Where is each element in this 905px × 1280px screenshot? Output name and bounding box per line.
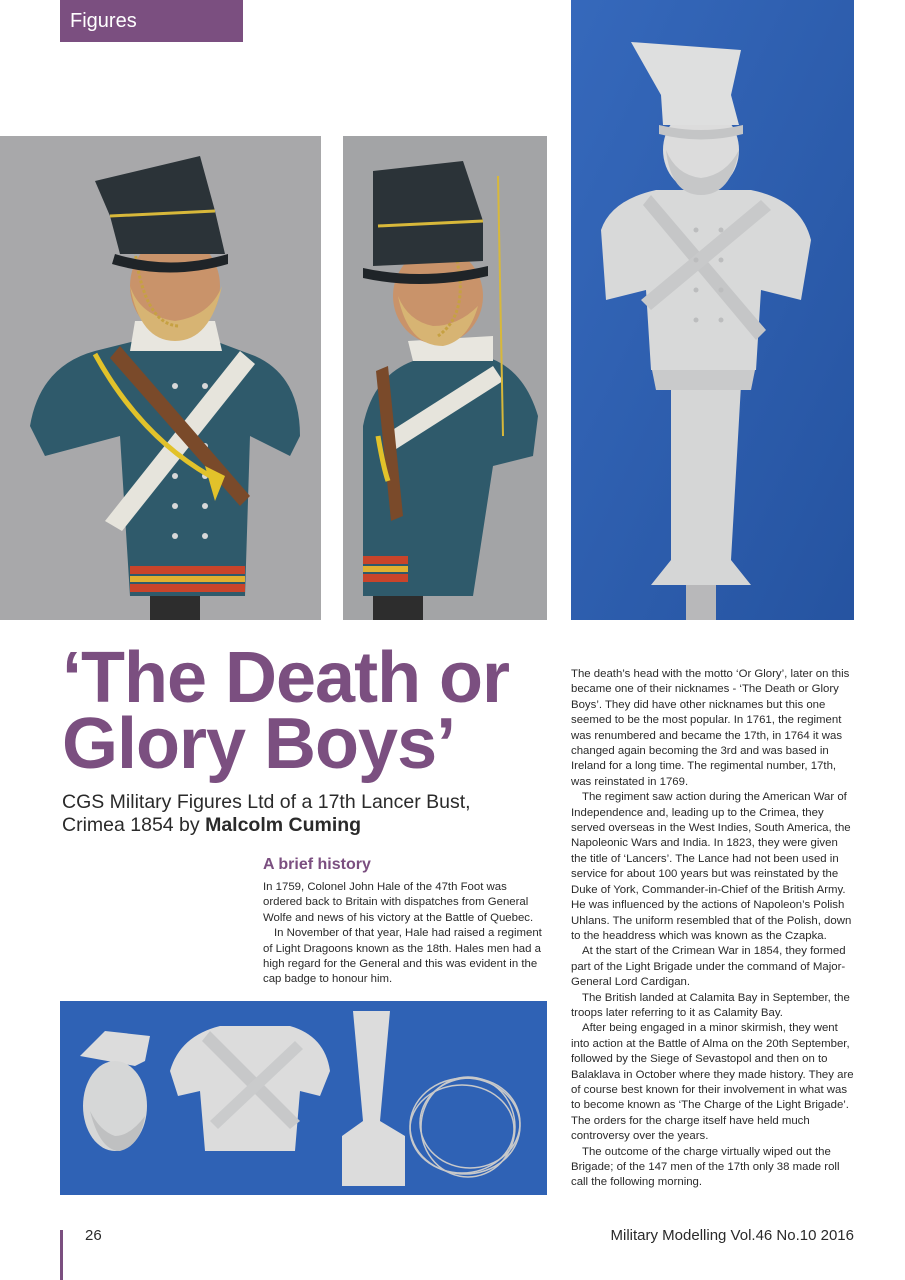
paragraph: The British landed at Calamita Bay in September, the troops later referring to it as Calamity Bay. (571, 991, 850, 1019)
footer-magazine-issue: Military Modelling Vol.46 No.10 2016 (610, 1227, 854, 1244)
subtitle-line-1: CGS Military Figures Ltd of a 17th Lancer Bust, (62, 791, 471, 813)
footer-rule (60, 1230, 63, 1280)
right-column-text (571, 667, 855, 1191)
photo-kit-parts (60, 1001, 547, 1195)
section-tab-label: Figures (70, 10, 137, 32)
painted-bust-side-illustration (343, 136, 547, 620)
photo-painted-bust-front (0, 136, 321, 620)
paragraph: The outcome of the charge virtually wiped out the Brigade; of the 147 men of the 17th only 38 made roll call the following morning. (571, 1145, 840, 1189)
unpainted-bust-illustration (571, 0, 854, 620)
kit-parts-illustration (60, 1001, 547, 1195)
paragraph: At the start of the Crimean War in 1854, they formed part of the Light Brigade under the command of Major-General Lord Cardigan. (571, 945, 846, 989)
title-line-2: Glory Boys’ (62, 704, 456, 784)
photo-painted-bust-side (343, 136, 547, 620)
subtitle-line-2-prefix: Crimea 1854 by (62, 814, 206, 836)
paragraph: In November of that year, Hale had raised a regiment of Light Dragoons known as the 18th. Hales men had a high regard for the General and this was evident in the cap badge to honour him. (263, 927, 542, 986)
page-number: 26 (85, 1227, 102, 1244)
paragraph: The death’s head with the motto ‘Or Glory’, later on this became one of their nicknames - ‘The Death or Glory Boys’. They did have other nicknames but this one seemed to be the most popular. In 1761, the regiment was renumbered and became the 17th, in 1764 it was changed again becoming the 3rd and was based in Ireland for a long time. The regimental number, 17th, was reinstated in 1769. (571, 668, 850, 788)
section-heading: A brief history (263, 856, 371, 873)
paragraph: In 1759, Colonel John Hale of the 47th Foot was ordered back to Britain with dispatches from General Wolfe and news of his victory at the Battle of Quebec. (263, 881, 534, 924)
title-line-1: ‘The Death or (62, 638, 510, 718)
section-tab (60, 0, 243, 42)
article-subtitle (62, 791, 552, 837)
paragraph: After being engaged in a minor skirmish, they went into action at the Battle of Alma on the 20th September, followed by the Siege of Sevastopol and then on to Balaklava in October where they made history. They are of course best known for their involvement in what was to become known as ‘The Charge of the Light Brigade’. The orders for the charge itself have held much controversy over the years. (571, 1022, 854, 1143)
middle-column-text (263, 880, 548, 988)
painted-bust-front-illustration (0, 136, 321, 620)
photo-unpainted-bust (571, 0, 854, 620)
paragraph: The regiment saw action during the American War of Independence and, leading up to the Crimea, they served overseas in the West Indies, South America, the Napoleonic Wars and India. In 1823, they were given the title of ‘Lancers’. The Lance had not been used in service for about 100 years but was reinstated by the Duke of York, Commander-in-Chief of the British Army. He was influenced by the actions of Napoleon’s Polish Uhlans. The uniform resembled that of the Polish, down to the headdress which was known as the Czapka. (571, 791, 852, 942)
author-name: Malcolm Cuming (205, 814, 362, 836)
article-title (62, 638, 562, 784)
